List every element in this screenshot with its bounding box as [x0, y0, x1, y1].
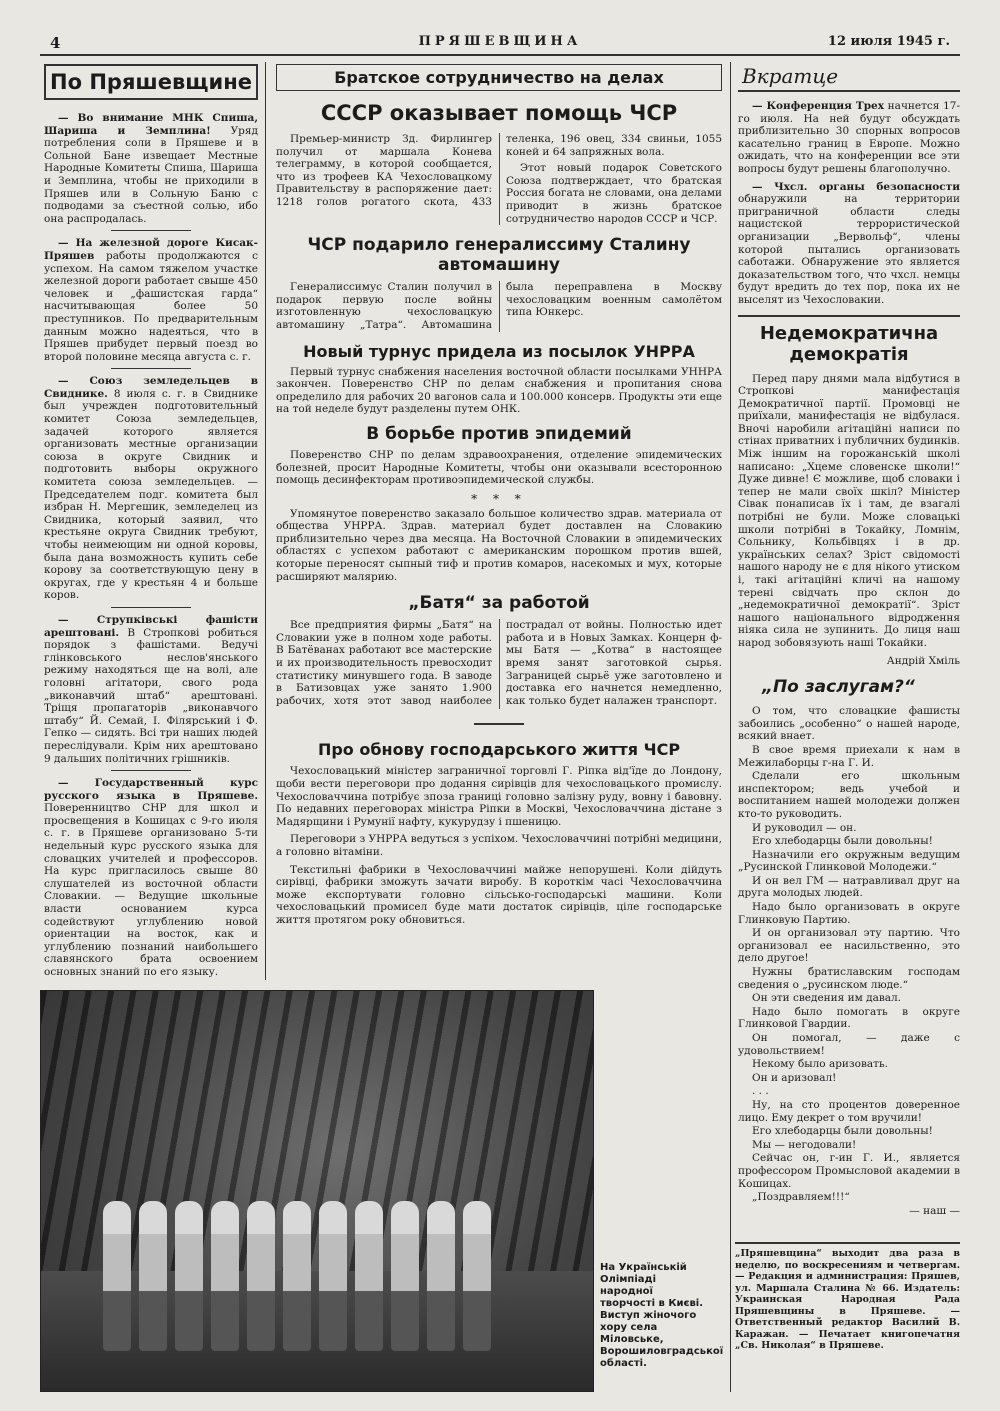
article-line: Назначили его окружным ведущим „Русинской Глинковой Молодежи.“ — [738, 848, 960, 874]
article-line: И он организовал эту партию. Что организовал ее насильственно, это дело другое! — [738, 927, 960, 965]
article-line: Некому было аризовать. — [752, 1058, 889, 1071]
article-paragraph: Чехословацький міністер заграничної торговлі Г. Ріпка від'їде до Лондону, щоби вести переговори про додання сирівців для чехословацького промислу. Чехословаччина потрібує зпоза границі головно залізну руду, вовну і бавовну. По недавних переговорах міністра Ріпки в Москві, Чехословаччина дістане з Мадярщини і Румунії нафту, кукурудзу і пшеницю. — [276, 765, 722, 828]
left-column-title: По Пряшевщине — [44, 64, 258, 100]
column-rule — [730, 62, 731, 1392]
section-divider — [276, 713, 722, 732]
article-title: „По заслугам?“ — [762, 677, 915, 698]
article-line: Нужны братиславским господам сведения о „русинском люде.“ — [738, 966, 960, 991]
article-line: Надо было помогать в округе Глинковой Гвардии. — [738, 1005, 960, 1031]
section-stars: * * * — [471, 491, 527, 506]
article-title: „Батя“ за работой — [408, 593, 590, 614]
page-number: 4 — [50, 34, 61, 52]
article-paragraph: Поверенство СНР по делам здравоохранения, отделение эпидемических болезней, просит Народные Комитеты, чтобы они оказывали всесторонною помощь десинфекторам противоэпидемической службы. — [276, 448, 722, 487]
article-line: Надо было организовать в округе Глинковую Партию. — [738, 901, 960, 926]
news-item: — Союз земледельцев в Свиднике. 8 июля с. г. в Свиднике был учрежден подготовительный комитет Союза земледельцев, задачей которого является организовать местные организации союза в округе Свидник и подготовить выборы окружного комитета союза земледельцев. — Председателем подг. комитета был избран Н. Мергешик, земледелец из Свидника, который заявил, что крестьяне округа Свидник требуют, чтобы неимеющим ни одной коровы, была дана возможность купить себе корову за соответствующую цену в округах, где у крестьян 4 и больше коров. — [44, 375, 258, 602]
photo-caption: На Українській Олімпіаді народної творчості в Києві. Виступ жіночого хору села Міловське, Ворошиловградської області. — [600, 1262, 724, 1369]
photo-figure — [427, 1201, 455, 1351]
article-line: Он помогал, — даже с удовольствием! — [738, 1032, 960, 1057]
item-divider — [111, 770, 191, 771]
news-item: — Струпківські фашісти арештовані. В Стропкові робиться порядок з фашістами. Ведучі глінковського неслов'янського режиму находяться ще на волі, але головні агітатори, свого рода „виконавчий штаб“ арештовані. Тріщя пропагаторів „виконавчого штабу“ Й. Семай, І. Філярський і Ф. Гепко — сидять. Всі три наших людей переслідували. Крім них арештовано 9 дальших політичних грішників. — [44, 613, 258, 765]
article-paragraph: Первый турнус снабжения населения восточной области посылками УННРА закончен. Поверенство СНР по делам снабжения и пропитания снова определило для рабочих 20 вагонов сала и 100.000 консерв. Продукты эти еще на той неделе будут разделены путем ОНК. — [276, 365, 722, 416]
article-line: Ну, на сто процентов доверенное лицо. Ему декрет о том вручили! — [738, 1098, 960, 1124]
photo-figure — [283, 1201, 311, 1351]
article-paragraph: Перед пару днями мала відбутися в Стропкові манифестація Демократичної партії. Промовці не приїхали, манифестація не відбулася. Вночі наробили агітаційні написи по стінах приватних і публичних будинків. Між іншим на горожанській школі написано: „Хцеме словенске школи!“ Дуже дивне! Є можливе, щоб словаки і тепер не мали своїх шкіл? Міністер Сівак понаписав їх і там, де взагалі потрібні не були. Може словацькі школи потрібні в Токайку, Ломнім, Сольнику, Кольбівцях і в др. українських селах? Зріст свідомості нашого народу не є для нікого утиском і, такі агітаційні кличі на нашому терені свідчать про склон до „недемократичної демократії“. Зріст нашого національного відродження ніяка сила не зупинить. До лиця наш народ зобовязують наші Токайки. — [738, 372, 960, 649]
article-paragraph: Премьер-министр Зд. Фирлингер получил от маршала Конева телеграмму, в которой сообщается, что из трофеев КА Чехословацкому Правительству в распоряжение дает: 1218 голов рогатого скота, 433 теленка, 196 овец, 334 свиньи, 1055 коней и 64 запряжных вола. — [276, 133, 722, 208]
article-body — [276, 281, 722, 331]
article-line: Его хлебодарцы были довольны! — [752, 835, 933, 848]
article-body — [276, 619, 722, 709]
news-item: — Конференция Трех начнется 17-го июля. На ней будут обсуждать приблизительно 30 спорных вопросов касательно границ в Европе. Можно ожидать, что на конференции все эти вопросы будут решены благополучно. — [738, 100, 960, 175]
choir-photo — [40, 990, 594, 1392]
article-block — [738, 315, 960, 668]
photo-figure — [463, 1201, 491, 1351]
left-column — [44, 64, 258, 980]
issue-date: 12 июля 1945 г. — [827, 34, 950, 49]
photo-figure — [103, 1201, 131, 1351]
article-title: Недемократична демократія — [759, 322, 939, 365]
article-body — [738, 705, 960, 1204]
photo-figure — [391, 1201, 419, 1351]
right-column-title: Вкратце — [738, 62, 960, 92]
center-column — [276, 62, 722, 980]
article-line: И он вел ГМ — натравливал друг на друга молодых людей. — [738, 874, 960, 900]
article-block — [738, 677, 960, 1217]
newspaper-title: ПРЯШЕВЩИНА — [418, 34, 582, 49]
article-paragraph: Упомянутое поверенство заказало большое количество здрав. материала от общества УНРРА. Здрав. материал будет доставлен на Словакию приблизительно через два месяца. На Восточной Словакии в эпидемических областях с успехом работают с американским порошком против вшей, которые переносят сыпный тиф и против комаров, насекомых и мух, которые расширяют малярию. — [276, 507, 722, 583]
article-line: Мы — негодовали! — [752, 1138, 857, 1151]
article-line: . . . — [752, 1085, 769, 1098]
article-signature: — наш — — [909, 1204, 960, 1217]
article-title: В борьбе против эпидемий — [366, 423, 632, 444]
article-line: В свое время приехали к нам в Межилаборцы г-на Г. И. — [738, 743, 960, 769]
photo-figure — [319, 1201, 347, 1351]
photo-figure — [247, 1201, 275, 1351]
article-body — [276, 133, 722, 225]
article-paragraph: Этот новый подарок Советского Союза подтверждает, что братская Россия богата не словами, она делами приводит в жизнь братское сотрудничество народов СССР и ЧСР. — [506, 162, 722, 225]
imprint-text: „Пряшевщина“ выходит два раза в неделю, по воскресениям и четвергам. — Редакция и администрация: Пряшев, ул. Маршала Сталина № 66. Издатель: Украинская Народная Рада Пряшевщины в Пряшеве. — Ответственный редактор Василий В. Каражан. — Печатает книгопечатня „Св. Николая“ в Пряшеве. — [735, 1248, 960, 1351]
article-line: „Поздравляем!!!“ — [752, 1191, 850, 1204]
masthead — [40, 32, 960, 56]
article-title: ЧСР подарило генералиссиму Сталину автомашину — [307, 235, 691, 276]
article-line: И руководил — он. — [752, 821, 857, 834]
article-line: Он эти сведения им давал. — [752, 992, 902, 1005]
article-line: Сделали его школьным инспектором; ведь учебой и воспитанием нашей молодежи должен кто-то руководить. — [738, 770, 960, 820]
center-banner: Братское сотрудничество на делах — [276, 64, 722, 91]
article-line: Его хлебодарцы были довольны! — [752, 1125, 933, 1138]
article-paragraph: Переговори з УНРРА ведуться з успіхом. Чехословаччині потрібні медицини, а головно вітаміни. — [276, 833, 722, 858]
photo-figure — [211, 1201, 239, 1351]
article-title: СССР оказывает помощь ЧСР — [320, 101, 678, 125]
item-divider — [111, 230, 191, 231]
article-title: Про обнову господарського життя ЧСР — [317, 740, 681, 760]
photo-figure — [355, 1201, 383, 1351]
news-item: — Во внимание МНК Спиша, Шариша и Земплина! Уряд потребления соли в Пряшеве и в Сольной Бане извещает Местные Народные Комитеты Спиша, Шариша и Земплина, чтобы не приходили в Пряшев или в Сольную Баню с подводами за съестной солью, ибо она распродалась. — [44, 112, 258, 225]
photo-figure — [175, 1201, 203, 1351]
imprint-box — [735, 1242, 960, 1352]
photo-figure — [139, 1201, 167, 1351]
item-divider — [111, 607, 191, 608]
article-line: О том, что словацкие фашисты забоились „особенно“ о нашей народе, всякий внает. — [738, 705, 960, 743]
right-column — [738, 62, 960, 1234]
news-item: — Государственный курс русского языка в Пряшеве. Поверенництво СНР для школ и просвещения в Кошицах с 9-го июля с. г. в Пряшеве организовано 5-ти недельный курс русского языка для словацких учителей и профессоров. На курс пригласилось свыше 80 слушателей из восточной области Словакии. — Ведущие школьные власти основанием курса содействуют углублению новой ориентации на восток, как и углублению познаний наибольшего славянского брата освоением основных знаний по его языку. — [44, 777, 258, 978]
article-paragraph: Генералиссимус Сталин получил в подарок первую после войны изготовленную чехословацкую автомашину „Татра“. Автомашина была переправлена в Москву чехословацким военным самолётом типа Юнкерс. — [276, 281, 722, 331]
news-item: — На железной дороге Кисак-Пряшев работы продолжаются с успехом. На самом тяжелом участке железной дороги работает свыше 450 человек и „фашистская гарда“ насчитывающая более 50 преступников. По предварительным данным можно надеяться, что в Пряшев прибудет первый поезд во второй половине месяца августа с. г. — [44, 237, 258, 363]
article-line: Сейчас он, г-ин Г. И., является профессором Промысловой академии в Кошицах. — [738, 1152, 960, 1190]
article-title: Новый турнус придела из посылок УНРРА — [303, 341, 695, 361]
news-item: — Чхсл. органы безопасности обнаружили на территории приграничной области следы нацистской террористической организации „Вервольф“, члены которой пытались организовать саботажи. Обнаружение это является доказательством того, что чхсл. немцы будут вредить до тех пор, пока их не выселят из Чехословакии. — [738, 180, 960, 306]
article-paragraph: Все предприятия фирмы „Батя“ на Словакии уже в полном ходе работы. В Батёванах работают все мастерские и их производительность превосходит статистику минувшего года. В заводе в Батизовцах уже занято 1.900 рабочих, хотя этот завод наиболее пострадал от войны. Полностью идет работа и в Новых Замках. Концерн ф-мы Батя — „Котва“ в настоящее время занят заготовкой сырья. Заграницей сырьё уже заготовлено и доставка его начнется немедленно, как только будет налажен транспорт. — [276, 619, 722, 707]
article-line: Он и аризовал! — [752, 1071, 837, 1084]
article-author: Андрій Хміль — [886, 654, 960, 667]
column-rule — [265, 62, 266, 980]
article-paragraph: Текстильні фабрики в Чехословаччині майже непорушені. Коли дійдуть сирівці, фабрики зможуть зачати виробу. В короткім часі Чехословаччина може експортувати головно сільсько-господарські машини. Коли чехословацький промисел буде мати достаток сирівців, ціле господарське життя протягом року обновиться. — [276, 863, 722, 926]
item-divider — [111, 368, 191, 369]
